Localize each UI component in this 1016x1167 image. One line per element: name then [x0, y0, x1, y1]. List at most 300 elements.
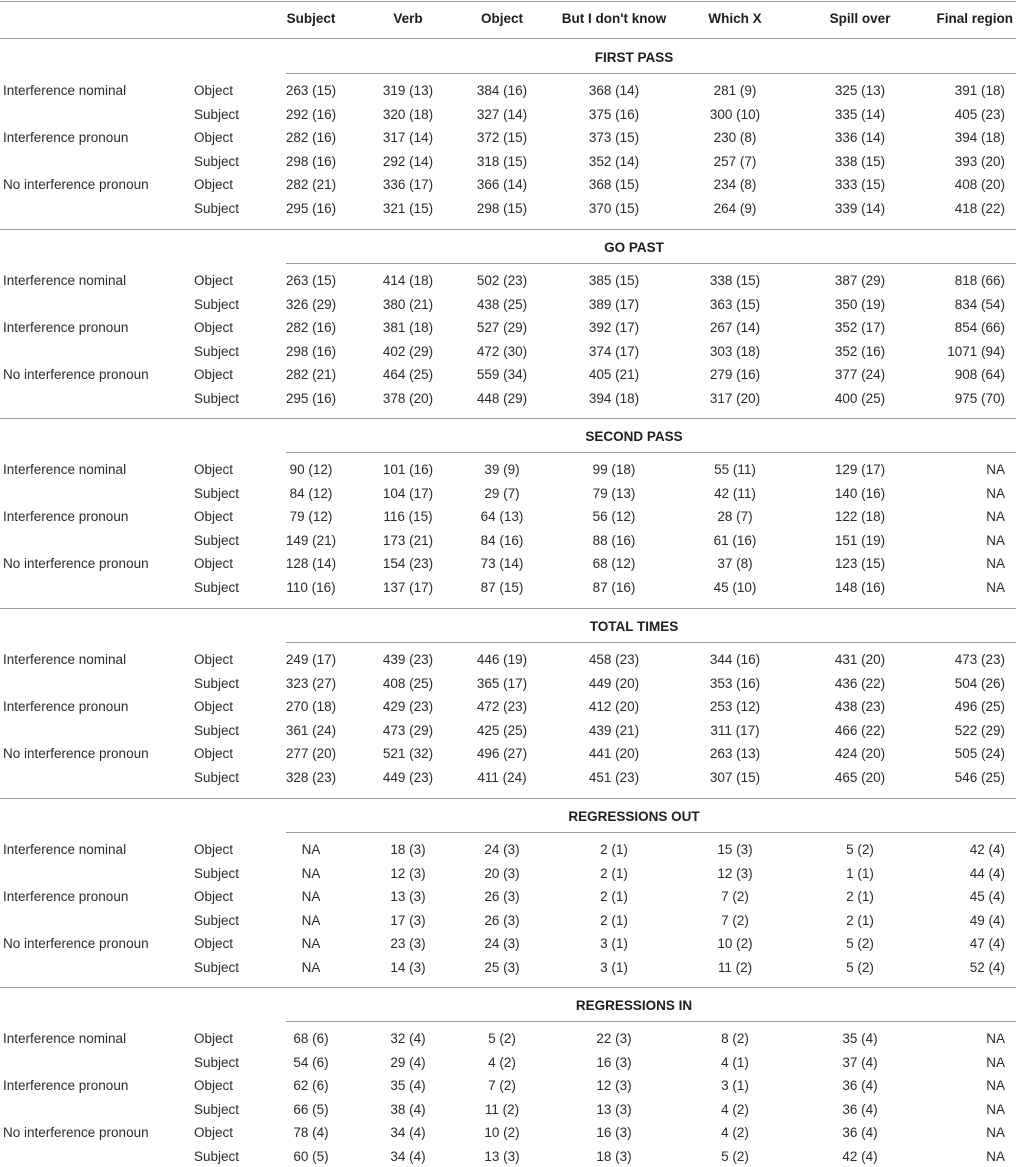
- table-cell: 292 (16): [285, 106, 337, 122]
- condition-label: Interference nominal: [3, 652, 127, 667]
- table-cell: NA: [301, 960, 321, 975]
- extraction-type-label: Subject: [194, 296, 240, 312]
- table-cell: 408 (20): [954, 177, 1005, 193]
- table-cell: 148 (16): [834, 580, 886, 595]
- extraction-type-label: Object: [194, 1031, 234, 1046]
- table-cell: 8 (2): [721, 1031, 749, 1046]
- table-cell: 449 (20): [588, 675, 640, 691]
- table-cell: 32 (4): [390, 1031, 426, 1046]
- section-title: REGRESSIONS OUT: [568, 809, 700, 824]
- table-cell: 335 (14): [834, 106, 886, 122]
- extraction-type-label: Subject: [194, 201, 240, 216]
- section-divider-rule: [0, 229, 1016, 230]
- table-cell: 264 (9): [713, 201, 757, 216]
- table-cell: 458 (23): [588, 652, 640, 667]
- table-cell: 56 (12): [592, 509, 636, 525]
- table-cell: 4 (2): [721, 1125, 749, 1141]
- table-cell: 472 (30): [476, 343, 528, 359]
- table-cell: 253 (12): [709, 699, 761, 715]
- table-cell: 62 (6): [293, 1078, 329, 1094]
- section-title: FIRST PASS: [594, 50, 674, 65]
- table-cell: 270 (18): [285, 699, 337, 715]
- table-cell: 281 (9): [713, 83, 757, 98]
- table-cell: 300 (10): [709, 106, 761, 122]
- table-cell: 84 (16): [480, 532, 524, 548]
- table-cell: 368 (14): [588, 83, 640, 98]
- table-cell: 282 (21): [285, 367, 337, 383]
- table-cell: 352 (17): [834, 320, 886, 336]
- table-cell: 384 (16): [476, 83, 528, 98]
- table-cell: 424 (20): [834, 746, 886, 762]
- table-cell: 263 (15): [285, 83, 337, 98]
- table-cell: 2 (1): [600, 912, 628, 928]
- condition-label: Interference pronoun: [3, 130, 129, 146]
- table-cell: 353 (16): [709, 675, 761, 691]
- column-header: But I don't know: [561, 11, 667, 26]
- table-cell: 338 (15): [834, 153, 886, 169]
- condition-label: No interference pronoun: [3, 746, 149, 762]
- table-cell: 13 (3): [596, 1101, 632, 1117]
- extraction-type-label: Object: [194, 273, 234, 288]
- table-cell: 522 (29): [954, 722, 1005, 738]
- table-cell: NA: [301, 865, 321, 881]
- condition-label: Interference nominal: [3, 462, 127, 477]
- table-cell: NA: [986, 509, 1005, 525]
- table-cell: 504 (26): [954, 675, 1005, 691]
- table-cell: 431 (20): [834, 652, 886, 667]
- table-cell: 29 (4): [390, 1054, 426, 1070]
- table-cell: 559 (34): [476, 367, 528, 383]
- table-cell: 326 (29): [285, 296, 337, 312]
- table-cell: NA: [986, 1078, 1005, 1094]
- extraction-type-label: Object: [194, 1078, 234, 1094]
- table-cell: 5 (2): [846, 960, 874, 975]
- table-cell: 546 (25): [954, 770, 1005, 785]
- table-cell: 282 (16): [285, 320, 337, 336]
- table-cell: 267 (14): [709, 320, 761, 336]
- table-cell: 429 (23): [382, 699, 434, 715]
- extraction-type-label: Object: [194, 177, 234, 193]
- table-cell: 303 (18): [709, 343, 761, 359]
- table-cell: 368 (15): [588, 177, 640, 193]
- condition-label: Interference pronoun: [3, 1078, 129, 1094]
- table-cell: 10 (2): [717, 936, 753, 952]
- table-cell: 402 (29): [382, 343, 434, 359]
- table-cell: 465 (20): [834, 770, 886, 785]
- table-cell: 394 (18): [588, 391, 640, 406]
- table-cell: 438 (23): [834, 699, 886, 715]
- extraction-type-label: Object: [194, 462, 234, 477]
- table-cell: 370 (15): [588, 201, 640, 216]
- table-cell: 4 (1): [721, 1054, 749, 1070]
- table-cell: 451 (23): [588, 770, 640, 785]
- section-title: GO PAST: [604, 240, 664, 255]
- extraction-type-label: Subject: [194, 485, 240, 501]
- table-cell: 448 (29): [476, 391, 528, 406]
- table-cell: 88 (16): [592, 532, 636, 548]
- table-cell: 87 (16): [592, 580, 636, 595]
- table-cell: 39 (9): [484, 462, 520, 477]
- table-cell: 372 (15): [476, 130, 528, 146]
- table-cell: 439 (23): [382, 652, 434, 667]
- table-cell: 64 (13): [480, 509, 524, 525]
- table-cell: 975 (70): [954, 391, 1005, 406]
- table-cell: 101 (16): [382, 462, 434, 477]
- table-cell: 10 (2): [484, 1125, 520, 1141]
- table-cell: 42 (11): [714, 485, 756, 501]
- extraction-type-label: Subject: [194, 391, 240, 406]
- table-cell: 23 (3): [390, 936, 426, 952]
- table-cell: 116 (15): [383, 509, 433, 525]
- table-cell: 37 (8): [717, 556, 753, 572]
- table-cell: 317 (20): [709, 391, 761, 406]
- table-cell: 249 (17): [285, 652, 337, 667]
- section-title-rule: [286, 642, 1016, 643]
- table-cell: 16 (3): [596, 1125, 632, 1141]
- condition-label: No interference pronoun: [3, 367, 149, 383]
- table-cell: NA: [986, 532, 1005, 548]
- table-cell: 263 (15): [285, 273, 337, 288]
- column-header: Object: [480, 11, 524, 26]
- condition-label: Interference pronoun: [3, 889, 129, 905]
- column-header: Spill over: [829, 11, 891, 26]
- table-cell: 352 (16): [834, 343, 886, 359]
- table-cell: NA: [986, 462, 1005, 477]
- table-cell: 123 (15): [834, 556, 886, 572]
- table-cell: 361 (24): [285, 722, 337, 738]
- table-cell: 412 (20): [588, 699, 640, 715]
- table-cell: 2 (1): [600, 889, 628, 905]
- table-cell: NA: [301, 912, 321, 928]
- table-cell: 336 (17): [382, 177, 434, 193]
- table-cell: 52 (4): [969, 960, 1005, 975]
- table-cell: NA: [986, 1101, 1005, 1117]
- table-cell: 321 (15): [382, 201, 434, 216]
- table-cell: 25 (3): [484, 960, 520, 975]
- extraction-type-label: Subject: [194, 675, 240, 691]
- table-cell: NA: [301, 889, 321, 905]
- table-top-rule: [0, 1, 1016, 2]
- table-cell: 425 (25): [476, 722, 528, 738]
- table-cell: 45 (10): [713, 580, 757, 595]
- table-cell: 818 (66): [954, 273, 1005, 288]
- section-title-rule: [286, 832, 1016, 833]
- table-cell: 365 (17): [476, 675, 528, 691]
- extraction-type-label: Subject: [194, 343, 240, 359]
- section-title: REGRESSIONS IN: [575, 998, 693, 1013]
- table-cell: 18 (3): [390, 842, 426, 857]
- table-cell: 11 (2): [717, 960, 753, 975]
- table-cell: 28 (7): [717, 509, 753, 525]
- table-cell: 378 (20): [382, 391, 434, 406]
- table-cell: 12 (3): [717, 865, 753, 881]
- table-cell: 391 (18): [954, 83, 1005, 98]
- table-cell: 99 (18): [592, 462, 636, 477]
- table-cell: 411 (24): [477, 770, 527, 785]
- section-divider-rule: [0, 798, 1016, 799]
- table-cell: NA: [301, 936, 321, 952]
- condition-label: No interference pronoun: [3, 936, 149, 952]
- table-cell: 26 (3): [484, 912, 520, 928]
- table-cell: 328 (23): [285, 770, 337, 785]
- condition-label: Interference nominal: [3, 1031, 127, 1046]
- table-cell: 37 (4): [842, 1054, 878, 1070]
- table-cell: 15 (3): [717, 842, 753, 857]
- table-cell: 140 (16): [834, 485, 886, 501]
- section-title-rule: [286, 452, 1016, 453]
- column-header: Which X: [708, 11, 762, 26]
- table-cell: 47 (4): [969, 936, 1005, 952]
- table-cell: 414 (18): [382, 273, 434, 288]
- table-cell: 400 (25): [834, 391, 886, 406]
- extraction-type-label: Object: [194, 556, 234, 572]
- table-cell: 230 (8): [713, 130, 757, 146]
- table-cell: 2 (1): [846, 889, 874, 905]
- section-title-rule: [286, 263, 1016, 264]
- table-cell: 333 (15): [834, 177, 886, 193]
- table-cell: 34 (4): [390, 1125, 426, 1141]
- table-cell: 22 (3): [596, 1031, 632, 1046]
- table-cell: 54 (6): [293, 1054, 329, 1070]
- table-cell: 339 (14): [834, 201, 886, 216]
- table-cell: 263 (13): [709, 746, 761, 762]
- table-cell: 68 (6): [293, 1031, 329, 1046]
- header-bottom-rule: [0, 38, 1016, 39]
- condition-label: No interference pronoun: [3, 177, 149, 193]
- table-cell: 3 (1): [600, 936, 628, 952]
- table-cell: 4 (2): [721, 1101, 749, 1117]
- extraction-type-label: Subject: [194, 532, 240, 548]
- table-cell: 90 (12): [289, 462, 333, 477]
- extraction-type-label: Subject: [194, 960, 240, 975]
- table-cell: 441 (20): [588, 746, 640, 762]
- section-divider-rule: [0, 608, 1016, 609]
- table-cell: NA: [301, 842, 321, 857]
- condition-label: Interference nominal: [3, 83, 127, 98]
- table-cell: 292 (14): [382, 153, 434, 169]
- condition-label: No interference pronoun: [3, 556, 149, 572]
- section-title-rule: [286, 1021, 1016, 1022]
- table-cell: NA: [986, 1149, 1005, 1164]
- table-cell: 5 (2): [846, 936, 874, 952]
- extraction-type-label: Subject: [194, 1149, 240, 1164]
- table-cell: 1 (1): [846, 865, 874, 881]
- table-cell: 311 (17): [710, 722, 760, 738]
- table-cell: 436 (22): [834, 675, 886, 691]
- table-cell: 35 (4): [390, 1078, 426, 1094]
- table-cell: 418 (22): [954, 201, 1005, 216]
- section-title: SECOND PASS: [585, 429, 683, 444]
- table-cell: 405 (21): [588, 367, 640, 383]
- table-cell: 61 (16): [713, 532, 757, 548]
- extraction-type-label: Object: [194, 367, 234, 383]
- table-cell: 149 (21): [285, 532, 337, 548]
- table-cell: 295 (16): [285, 201, 337, 216]
- table-cell: NA: [986, 485, 1005, 501]
- table-cell: 325 (13): [834, 83, 886, 98]
- table-cell: 2 (1): [600, 842, 628, 857]
- table-cell: 42 (4): [842, 1149, 878, 1164]
- table-cell: 380 (21): [382, 296, 434, 312]
- extraction-type-label: Subject: [194, 912, 240, 928]
- table-cell: 473 (29): [382, 722, 434, 738]
- table-cell: 24 (3): [484, 936, 520, 952]
- table-cell: 55 (11): [714, 462, 756, 477]
- table-cell: 377 (24): [834, 367, 886, 383]
- table-cell: 834 (54): [954, 296, 1005, 312]
- table-cell: 375 (16): [588, 106, 640, 122]
- table-cell: 7 (2): [721, 889, 749, 905]
- table-cell: 44 (4): [969, 865, 1005, 881]
- extraction-type-label: Object: [194, 83, 234, 98]
- table-cell: 405 (23): [954, 106, 1005, 122]
- table-cell: 496 (27): [476, 746, 528, 762]
- table-cell: 14 (3): [390, 960, 426, 975]
- column-header: Subject: [286, 11, 336, 26]
- extraction-type-label: Subject: [194, 1054, 240, 1070]
- table-cell: 3 (1): [721, 1078, 749, 1094]
- table-cell: 73 (14): [480, 556, 524, 572]
- extraction-type-label: Subject: [194, 722, 240, 738]
- table-cell: 12 (3): [596, 1078, 632, 1094]
- condition-label: Interference pronoun: [3, 699, 129, 715]
- table-cell: 110 (16): [286, 580, 336, 595]
- table-cell: 87 (15): [480, 580, 524, 595]
- table-cell: 12 (3): [390, 865, 426, 881]
- table-cell: 7 (2): [721, 912, 749, 928]
- extraction-type-label: Object: [194, 509, 234, 525]
- table-cell: 35 (4): [842, 1031, 878, 1046]
- extraction-type-label: Object: [194, 1125, 234, 1141]
- table-cell: 16 (3): [596, 1054, 632, 1070]
- extraction-type-label: Object: [194, 889, 234, 905]
- extraction-type-label: Subject: [194, 1101, 240, 1117]
- extraction-type-label: Object: [194, 746, 234, 762]
- table-cell: 137 (17): [382, 580, 434, 595]
- table-cell: NA: [986, 580, 1005, 595]
- table-cell: 373 (15): [588, 130, 640, 146]
- table-cell: NA: [986, 556, 1005, 572]
- table-cell: 4 (2): [488, 1054, 516, 1070]
- table-cell: 68 (12): [592, 556, 636, 572]
- table-cell: 36 (4): [842, 1078, 878, 1094]
- table-cell: 327 (14): [476, 106, 528, 122]
- table-cell: 279 (16): [709, 367, 761, 383]
- table-cell: 366 (14): [476, 177, 528, 193]
- table-cell: 502 (23): [476, 273, 528, 288]
- table-cell: 319 (13): [382, 83, 434, 98]
- table-cell: 66 (5): [293, 1101, 329, 1117]
- table-cell: 439 (21): [588, 722, 640, 738]
- table-cell: 17 (3): [390, 912, 426, 928]
- table-cell: 122 (18): [834, 509, 886, 525]
- table-cell: 344 (16): [709, 652, 761, 667]
- condition-label: No interference pronoun: [3, 1125, 149, 1141]
- table-cell: 234 (8): [713, 177, 757, 193]
- table-cell: 79 (12): [289, 509, 333, 525]
- table-cell: 472 (23): [476, 699, 528, 715]
- table-cell: 374 (17): [588, 343, 640, 359]
- extraction-type-label: Subject: [194, 865, 240, 881]
- table-cell: 154 (23): [382, 556, 434, 572]
- extraction-type-label: Object: [194, 130, 234, 146]
- table-cell: 449 (23): [382, 770, 434, 785]
- table-cell: 394 (18): [954, 130, 1005, 146]
- table-cell: 5 (2): [488, 1031, 516, 1046]
- table-cell: 104 (17): [382, 485, 434, 501]
- table-cell: 385 (15): [588, 273, 640, 288]
- table-cell: 151 (19): [834, 532, 886, 548]
- extraction-type-label: Object: [194, 936, 234, 952]
- extraction-type-label: Object: [194, 699, 234, 715]
- table-cell: 11 (2): [484, 1101, 520, 1117]
- table-cell: 2 (1): [600, 865, 628, 881]
- table-cell: 466 (22): [834, 722, 886, 738]
- table-cell: 298 (15): [476, 201, 528, 216]
- table-cell: 24 (3): [484, 842, 520, 857]
- table-cell: 36 (4): [842, 1101, 878, 1117]
- table-cell: 78 (4): [293, 1125, 329, 1141]
- extraction-type-label: Subject: [194, 580, 240, 595]
- table-cell: 336 (14): [834, 130, 886, 146]
- table-cell: 2 (1): [846, 912, 874, 928]
- table-cell: 320 (18): [382, 106, 434, 122]
- table-cell: 36 (4): [842, 1125, 878, 1141]
- table-cell: NA: [986, 1125, 1005, 1141]
- table-cell: 464 (25): [382, 367, 434, 383]
- extraction-type-label: Subject: [194, 770, 240, 785]
- table-cell: 446 (19): [476, 652, 528, 667]
- table-cell: 128 (14): [285, 556, 337, 572]
- table-cell: 60 (5): [293, 1149, 329, 1164]
- table-cell: 381 (18): [382, 320, 434, 336]
- table-cell: 438 (25): [476, 296, 528, 312]
- table-cell: 318 (15): [476, 153, 528, 169]
- table-cell: 387 (29): [834, 273, 886, 288]
- table-cell: 473 (23): [954, 652, 1005, 667]
- section-title: TOTAL TIMES: [589, 619, 679, 634]
- condition-label: Interference pronoun: [3, 509, 129, 525]
- table-cell: 527 (29): [476, 320, 528, 336]
- table-cell: 298 (16): [285, 343, 337, 359]
- table-cell: 282 (21): [285, 177, 337, 193]
- table-cell: 5 (2): [721, 1149, 749, 1164]
- table-cell: 45 (4): [969, 889, 1005, 905]
- table-cell: 129 (17): [834, 462, 886, 477]
- table-cell: 20 (3): [484, 865, 520, 881]
- extraction-type-label: Subject: [194, 106, 240, 122]
- table-cell: 38 (4): [390, 1101, 426, 1117]
- table-cell: 307 (15): [709, 770, 761, 785]
- condition-label: Interference nominal: [3, 842, 127, 857]
- table-cell: 79 (13): [592, 485, 636, 501]
- table-cell: 408 (25): [382, 675, 434, 691]
- table-cell: 13 (3): [484, 1149, 520, 1164]
- column-header: Final region: [936, 11, 1013, 26]
- table-cell: 26 (3): [484, 889, 520, 905]
- table-cell: 496 (25): [954, 699, 1005, 715]
- table-cell: 298 (16): [285, 153, 337, 169]
- condition-label: Interference nominal: [3, 273, 127, 288]
- table-cell: 42 (4): [969, 842, 1005, 857]
- table-cell: 505 (24): [954, 746, 1005, 762]
- section-title-rule: [286, 73, 1016, 74]
- table-cell: 3 (1): [600, 960, 628, 975]
- table-cell: 13 (3): [390, 889, 426, 905]
- table-cell: 393 (20): [954, 153, 1005, 169]
- table-cell: 363 (15): [709, 296, 761, 312]
- table-cell: 317 (14): [382, 130, 434, 146]
